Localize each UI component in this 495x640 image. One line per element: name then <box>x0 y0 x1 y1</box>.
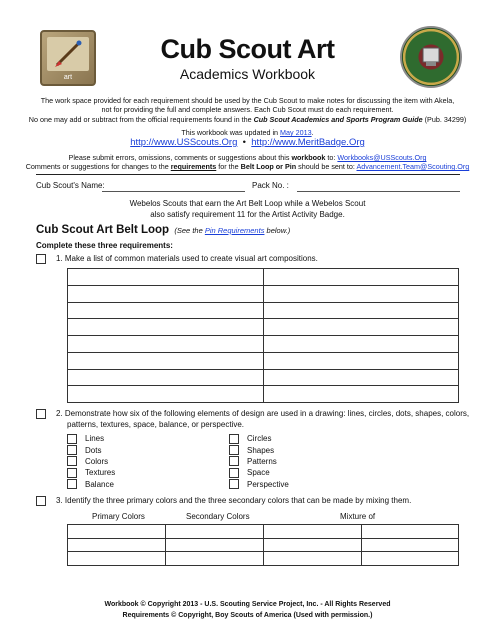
scout-name-label: Cub Scout's Name: <box>36 181 105 190</box>
materials-cell[interactable] <box>263 269 459 286</box>
primary-colors-header: Primary Colors <box>92 512 145 521</box>
design-element-checkbox[interactable] <box>67 468 77 478</box>
submit-workbook-word: workbook <box>291 153 326 162</box>
materials-list-table <box>67 268 459 403</box>
mixture-cell[interactable] <box>362 538 459 552</box>
pack-number-label: Pack No. : <box>252 181 289 190</box>
primary-color-cell[interactable] <box>68 525 166 539</box>
colors-table <box>67 524 459 566</box>
design-element-checkbox[interactable] <box>67 456 77 466</box>
design-element-label: Patterns <box>247 456 277 466</box>
materials-cell[interactable] <box>263 386 459 403</box>
design-element-checkbox[interactable] <box>67 434 77 444</box>
design-element-label: Perspective <box>247 479 289 489</box>
design-element-checkbox[interactable] <box>67 445 77 455</box>
intro-line-3-text: No one may add or subtract from the official requirements found in the <box>28 115 254 124</box>
materials-cell[interactable] <box>68 302 264 319</box>
req3-text: 3. Identify the three primary colors and the three secondary colors that can be made by mixing them. <box>56 496 412 505</box>
updated-date-link[interactable]: May 2013 <box>280 128 312 137</box>
footer-copyright-workbook: Workbook © Copyright 2013 - U.S. Scouting Service Project, Inc. - All Rights Reserved <box>104 601 391 608</box>
pin-note-text: (See the <box>174 226 205 235</box>
intro-line-2: not for providing the full and complete answers. Each Cub Scout must do each requirement. <box>101 105 394 114</box>
meritbadge-link[interactable]: http://www.MeritBadge.Org <box>251 137 365 148</box>
design-element-label: Circles <box>247 434 272 444</box>
design-element-option[interactable] <box>67 479 115 490</box>
design-element-checkbox[interactable] <box>229 445 239 455</box>
design-element-label: Lines <box>85 434 105 444</box>
design-element-label: Dots <box>85 445 102 455</box>
belt-loop-heading <box>36 224 290 236</box>
updated-text: This workbook was updated in <box>181 128 281 137</box>
page-title: Cub Scout Art <box>160 34 335 64</box>
design-element-checkbox[interactable] <box>229 468 239 478</box>
design-element-checkbox[interactable] <box>229 479 239 489</box>
workbooks-email-link[interactable]: Workbooks@USScouts.Org <box>337 153 427 162</box>
secondary-color-cell[interactable] <box>166 525 264 539</box>
materials-cell[interactable] <box>263 352 459 369</box>
req1-text: 1. Make a list of common materials used to create visual art compositions. <box>56 254 318 263</box>
materials-cell[interactable] <box>68 352 264 369</box>
req2-checkbox[interactable] <box>36 409 46 419</box>
materials-cell[interactable] <box>68 269 264 286</box>
intro-line-1: The work space provided for each requirement should be used by the Cub Scout to make notes for discussing the item with Akela, <box>40 96 455 105</box>
design-element-option[interactable] <box>229 444 289 455</box>
art-logo-text: art <box>63 74 73 81</box>
design-elements-right <box>229 433 289 490</box>
design-element-label: Colors <box>85 456 109 466</box>
webelos-line-1: Webelos Scouts that earn the Art Belt Loop while a Webelos Scout <box>129 199 366 208</box>
mixture-cell[interactable] <box>264 538 362 552</box>
comments-for: for the <box>216 162 241 171</box>
scout-name-field[interactable] <box>102 191 245 192</box>
design-element-checkbox[interactable] <box>67 479 77 489</box>
secondary-colors-header: Secondary Colors <box>186 512 250 521</box>
req2-text-line-1: 2. Demonstrate how six of the following elements of design are used in a drawing: lines, circles, dots, shapes, colors, <box>56 409 470 418</box>
materials-cell[interactable] <box>263 319 459 336</box>
design-element-option[interactable] <box>67 433 115 444</box>
mixture-cell[interactable] <box>362 552 459 566</box>
updated-period: . <box>311 128 314 137</box>
design-element-label: Shapes <box>247 445 275 455</box>
req3-checkbox[interactable] <box>36 496 46 506</box>
belt-loop-title: Cub Scout Art Belt Loop <box>36 224 170 236</box>
design-element-option[interactable] <box>67 467 115 478</box>
materials-cell[interactable] <box>68 319 264 336</box>
req2-text-line-2: patterns, textures, space, balance, or perspective. <box>67 420 244 429</box>
bullet-separator: • <box>242 137 246 148</box>
design-element-option[interactable] <box>229 467 289 478</box>
submit-text: Please submit errors, omissions, comments or suggestions about this <box>68 153 292 162</box>
submit-to: to: <box>325 153 338 162</box>
primary-color-cell[interactable] <box>68 538 166 552</box>
pin-note-end: below.) <box>264 226 291 235</box>
program-guide-title: Cub Scout Academics and Sports Program Guide <box>253 115 423 124</box>
footer-copyright-requirements: Requirements © Copyright, Boy Scouts of America (Used with permission.) <box>122 612 373 619</box>
comments-belt-loop-word: Belt Loop or Pin <box>240 162 297 171</box>
design-element-option[interactable] <box>229 433 289 444</box>
advancement-email-link[interactable]: Advancement.Team@Scouting.Org <box>356 162 470 171</box>
design-element-label: Textures <box>85 468 116 478</box>
materials-cell[interactable] <box>68 285 264 302</box>
page-subtitle: Academics Workbook <box>179 66 316 82</box>
pack-number-field[interactable] <box>297 191 460 192</box>
materials-cell[interactable] <box>263 285 459 302</box>
materials-cell[interactable] <box>68 369 264 386</box>
top-divider <box>36 174 460 175</box>
intro-line-3-pub: (Pub. 34299) <box>422 115 467 124</box>
secondary-color-cell[interactable] <box>166 538 264 552</box>
design-element-label: Space <box>247 468 270 478</box>
comments-line <box>0 162 495 172</box>
materials-cell[interactable] <box>263 336 459 353</box>
comments-text: Comments or suggestions for changes to the <box>25 162 171 171</box>
comments-requirements-word: requirements <box>170 162 217 171</box>
primary-color-cell[interactable] <box>68 552 166 566</box>
usscouts-link[interactable]: http://www.USScouts.Org <box>130 137 238 148</box>
design-element-option[interactable] <box>67 456 115 467</box>
pin-requirements-link[interactable]: Pin Requirements <box>204 226 265 235</box>
mixture-of-header: Mixture of <box>340 512 376 521</box>
materials-cell[interactable] <box>68 386 264 403</box>
complete-requirements-label: Complete these three requirements: <box>36 241 173 250</box>
design-element-checkbox[interactable] <box>229 434 239 444</box>
website-links <box>0 137 495 148</box>
design-element-label: Balance <box>85 479 114 489</box>
design-element-option[interactable] <box>229 479 289 490</box>
comments-sent-to: should be sent to: <box>296 162 357 171</box>
webelos-line-2: also satisfy requirement 11 for the Artist Activity Badge. <box>150 210 345 219</box>
materials-cell[interactable] <box>263 369 459 386</box>
design-element-option[interactable] <box>67 444 115 455</box>
mixture-cell[interactable] <box>264 525 362 539</box>
design-element-option[interactable] <box>229 456 289 467</box>
materials-cell[interactable] <box>68 336 264 353</box>
mixture-cell[interactable] <box>264 552 362 566</box>
req1-checkbox[interactable] <box>36 254 46 264</box>
intro-line-3 <box>0 115 495 125</box>
materials-cell[interactable] <box>263 302 459 319</box>
mixture-cell[interactable] <box>362 525 459 539</box>
design-elements-left <box>67 433 115 490</box>
design-element-checkbox[interactable] <box>229 456 239 466</box>
secondary-color-cell[interactable] <box>166 552 264 566</box>
